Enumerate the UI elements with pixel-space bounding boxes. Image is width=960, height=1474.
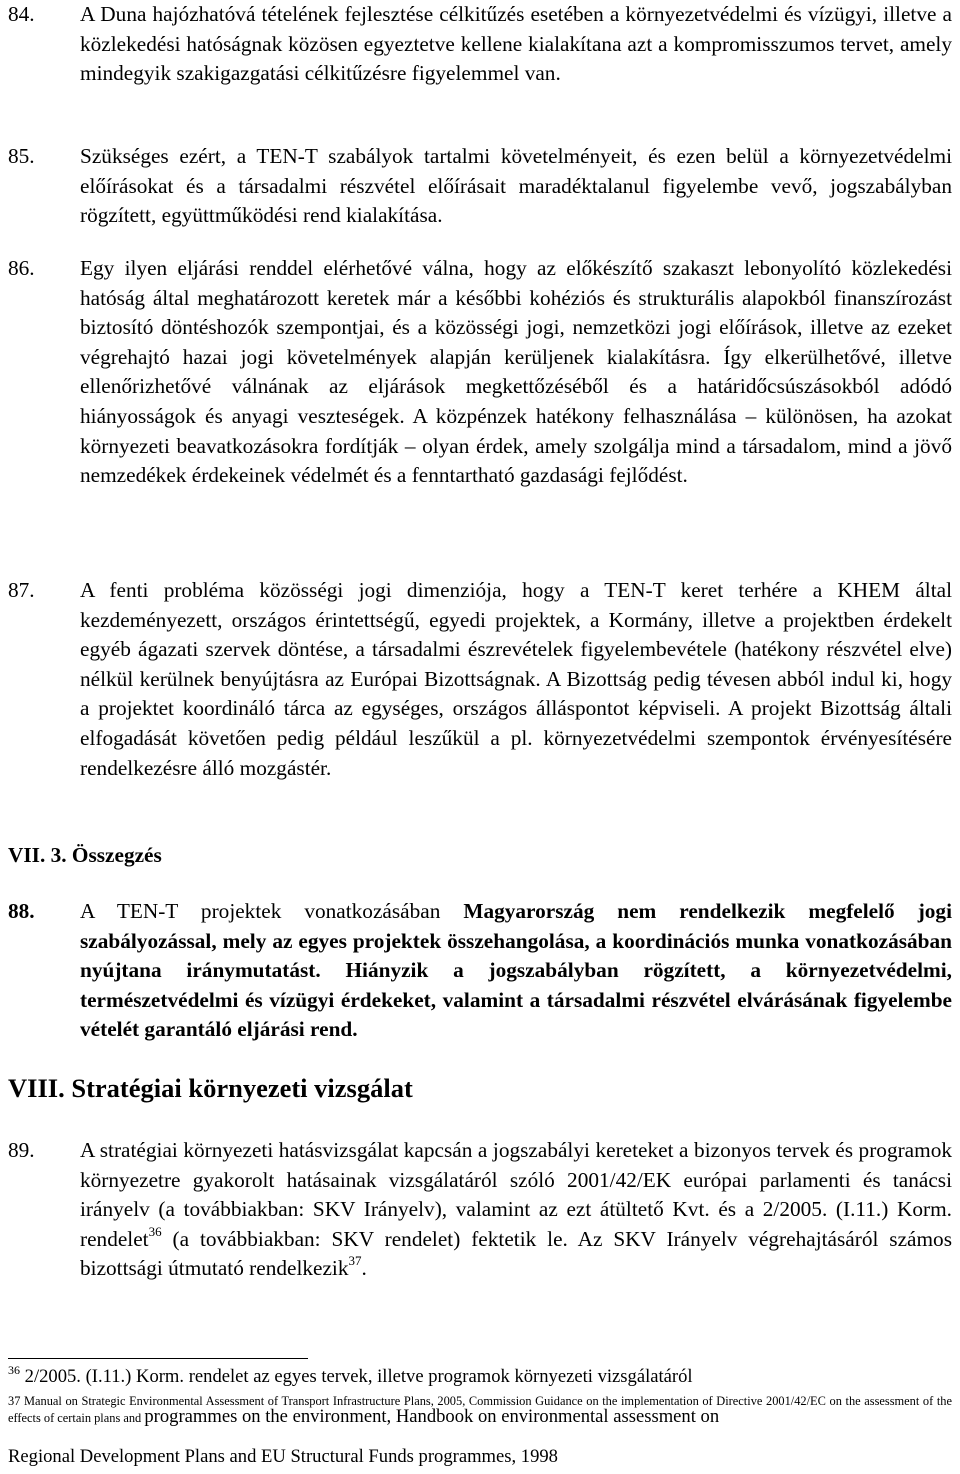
paragraph-number: 89. (8, 1138, 35, 1162)
paragraph-text (80, 897, 952, 1045)
footnote-37-line2-large: programmes on the environment, Handbook on environmental assessment on (144, 1406, 720, 1427)
footnote-mark-36: 36 (8, 1362, 20, 1377)
footnote-37-line1: 37 Manual on Strategic Environmental Assessment of Transport Infrastructure Plans, 2005, Commission Guidance on the implementation of Directive 2001/42/EC on the (8, 1394, 861, 1408)
paragraph-number: 88. (8, 899, 35, 923)
paragraph-88 (8, 897, 952, 1045)
paragraph-number: 84. (8, 2, 35, 26)
paragraph-87 (8, 576, 952, 783)
paragraph-text (80, 1136, 952, 1284)
footnote-36 (8, 1362, 693, 1388)
paragraph-84 (8, 0, 952, 89)
chapter-heading-sea: VIII. Stratégiai környezeti vizsgálat (8, 1073, 413, 1103)
footnote-ref-37: 37 (348, 1253, 362, 1269)
paragraph-89 (8, 1136, 952, 1284)
paragraph-number: 87. (8, 578, 35, 602)
paragraph-text-part2: (a továbbiakban: SKV rendelet) fektetik le. Az SKV Irányelv végrehajtásáról számos bizottsági útmutató rendelkezik (80, 1226, 952, 1281)
paragraph-lead-text: A TEN-T projektek vonatkozásában (80, 899, 464, 923)
paragraph-text: Szükséges ezért, a TEN-T szabályok tartalmi követelményeit, és ezen belül a környezetvédelmi előírásokat és a társadalmi részvétel előírásait maradéktalanul figyelembe vevő, jogszabályban rögzített, együttműködési rend kialakítása. (80, 144, 952, 228)
paragraph-text-part3: . (361, 1256, 367, 1281)
paragraph-text: A fenti probléma közösségi jogi dimenziója, hogy a TEN-T keret terhére a KHEM által kezdeményezett, országos érintettségű, egyedi projektek, a Kormány, illetve a projektben érdekelt egyéb ágazati szervek döntése, a társadalmi észrevételek figyelembevétele (hatékony részvétel elve) nélkül kerülnek benyújtásra az Európai Bizottságnak. A Bizottság pedig tévesen abból indul ki, hogy a projektet koordináló tárca az egységes, országos álláspontot képviseli. A projekt Bizottság általi elfogadását követően pedig például leszűkül a pl. környezetvédelmi szempontok érvényesítésére rendelkezésre álló mozgástér. (80, 578, 952, 780)
paragraph-bold-text: Magyarország nem rendelkezik megfelelő jogi szabályozással, mely az egyes projektek összehangolása, a koordinációs munka vonatkozásában nyújtana iránymutatást. Hiányzik a jogszabályban rögzített, a környezetvédelmi, természetvédelmi és vízügyi érdekeket, valamint a társadalmi részvétel elvárásának figyelembe vételét garantáló eljárási rend. (80, 899, 952, 1042)
footnote-divider (8, 1358, 308, 1359)
footnote-37 (8, 1393, 952, 1426)
footnote-37-line3: Regional Development Plans and EU Structural Funds programmes, 1998 (8, 1446, 558, 1467)
paragraph-text: A Duna hajózhatóvá tételének fejlesztése célkitűzés esetében a környezetvédelmi és vízügyi, illetve a közlekedési hatóságnak közösen egyeztetve kellene kialakítana azt a kompromisszumos tervet, amely mindegyik szakigazgatási célkitűzésre figyelemmel van. (80, 2, 952, 86)
footnote-ref-36: 36 (148, 1223, 162, 1239)
paragraph-text: Egy ilyen eljárási renddel elérhetővé válna, hogy az előkészítő szakaszt lebonyolító közlekedési hatóság által meghatározott keretek már a későbbi kohéziós és strukturális alapokból finanszírozást biztosító döntéshozók szempontjai, és a közösségi jogi, nemzetközi jogi előírások, illetve az ezeket végrehajtó hazai jogi követelmények alapján kerüljenek kialakításra. Így elkerülhetővé, illetve ellenőrizhetővé válnának az eljárások megkettőzéséből és a határidőcsúszásokból adódó hiányosságok és anyagi veszteségek. A közpénzek hatékony felhasználása – különösen, ha azokat környezeti beavatkozásokra fordítják – olyan érdek, amely szolgálja mind a társadalom, mind a jövő nemzedékek érdekeinek védelmét és a fenntartható gazdasági fejlődést. (80, 256, 952, 488)
section-heading-summary: VII. 3. Összegzés (8, 843, 162, 867)
paragraph-text-part1: A stratégiai környezeti hatásvizsgálat kapcsán a jogszabályi kereteket a bizonyos tervek és programok környezetre gyakorolt hatásainak vizsgálatáról szóló 2001/42/EK európai parlamenti és tanácsi irányelv (a továbbiakban: SKV Irányelv), valamint az ezt átültető Kvt. és a 2/2005. (I.11.) Korm. rendelet (80, 1138, 952, 1251)
footnote-37-line2-small: assessment of the effects of certain plans and (8, 1394, 952, 1425)
paragraph-86 (8, 254, 952, 491)
paragraph-85 (8, 142, 952, 231)
paragraph-number: 85. (8, 144, 35, 168)
footnote-36-text: 2/2005. (I.11.) Korm. rendelet az egyes tervek, illetve programok környezeti vizsgálatáról (20, 1366, 693, 1387)
paragraph-number: 86. (8, 256, 35, 280)
